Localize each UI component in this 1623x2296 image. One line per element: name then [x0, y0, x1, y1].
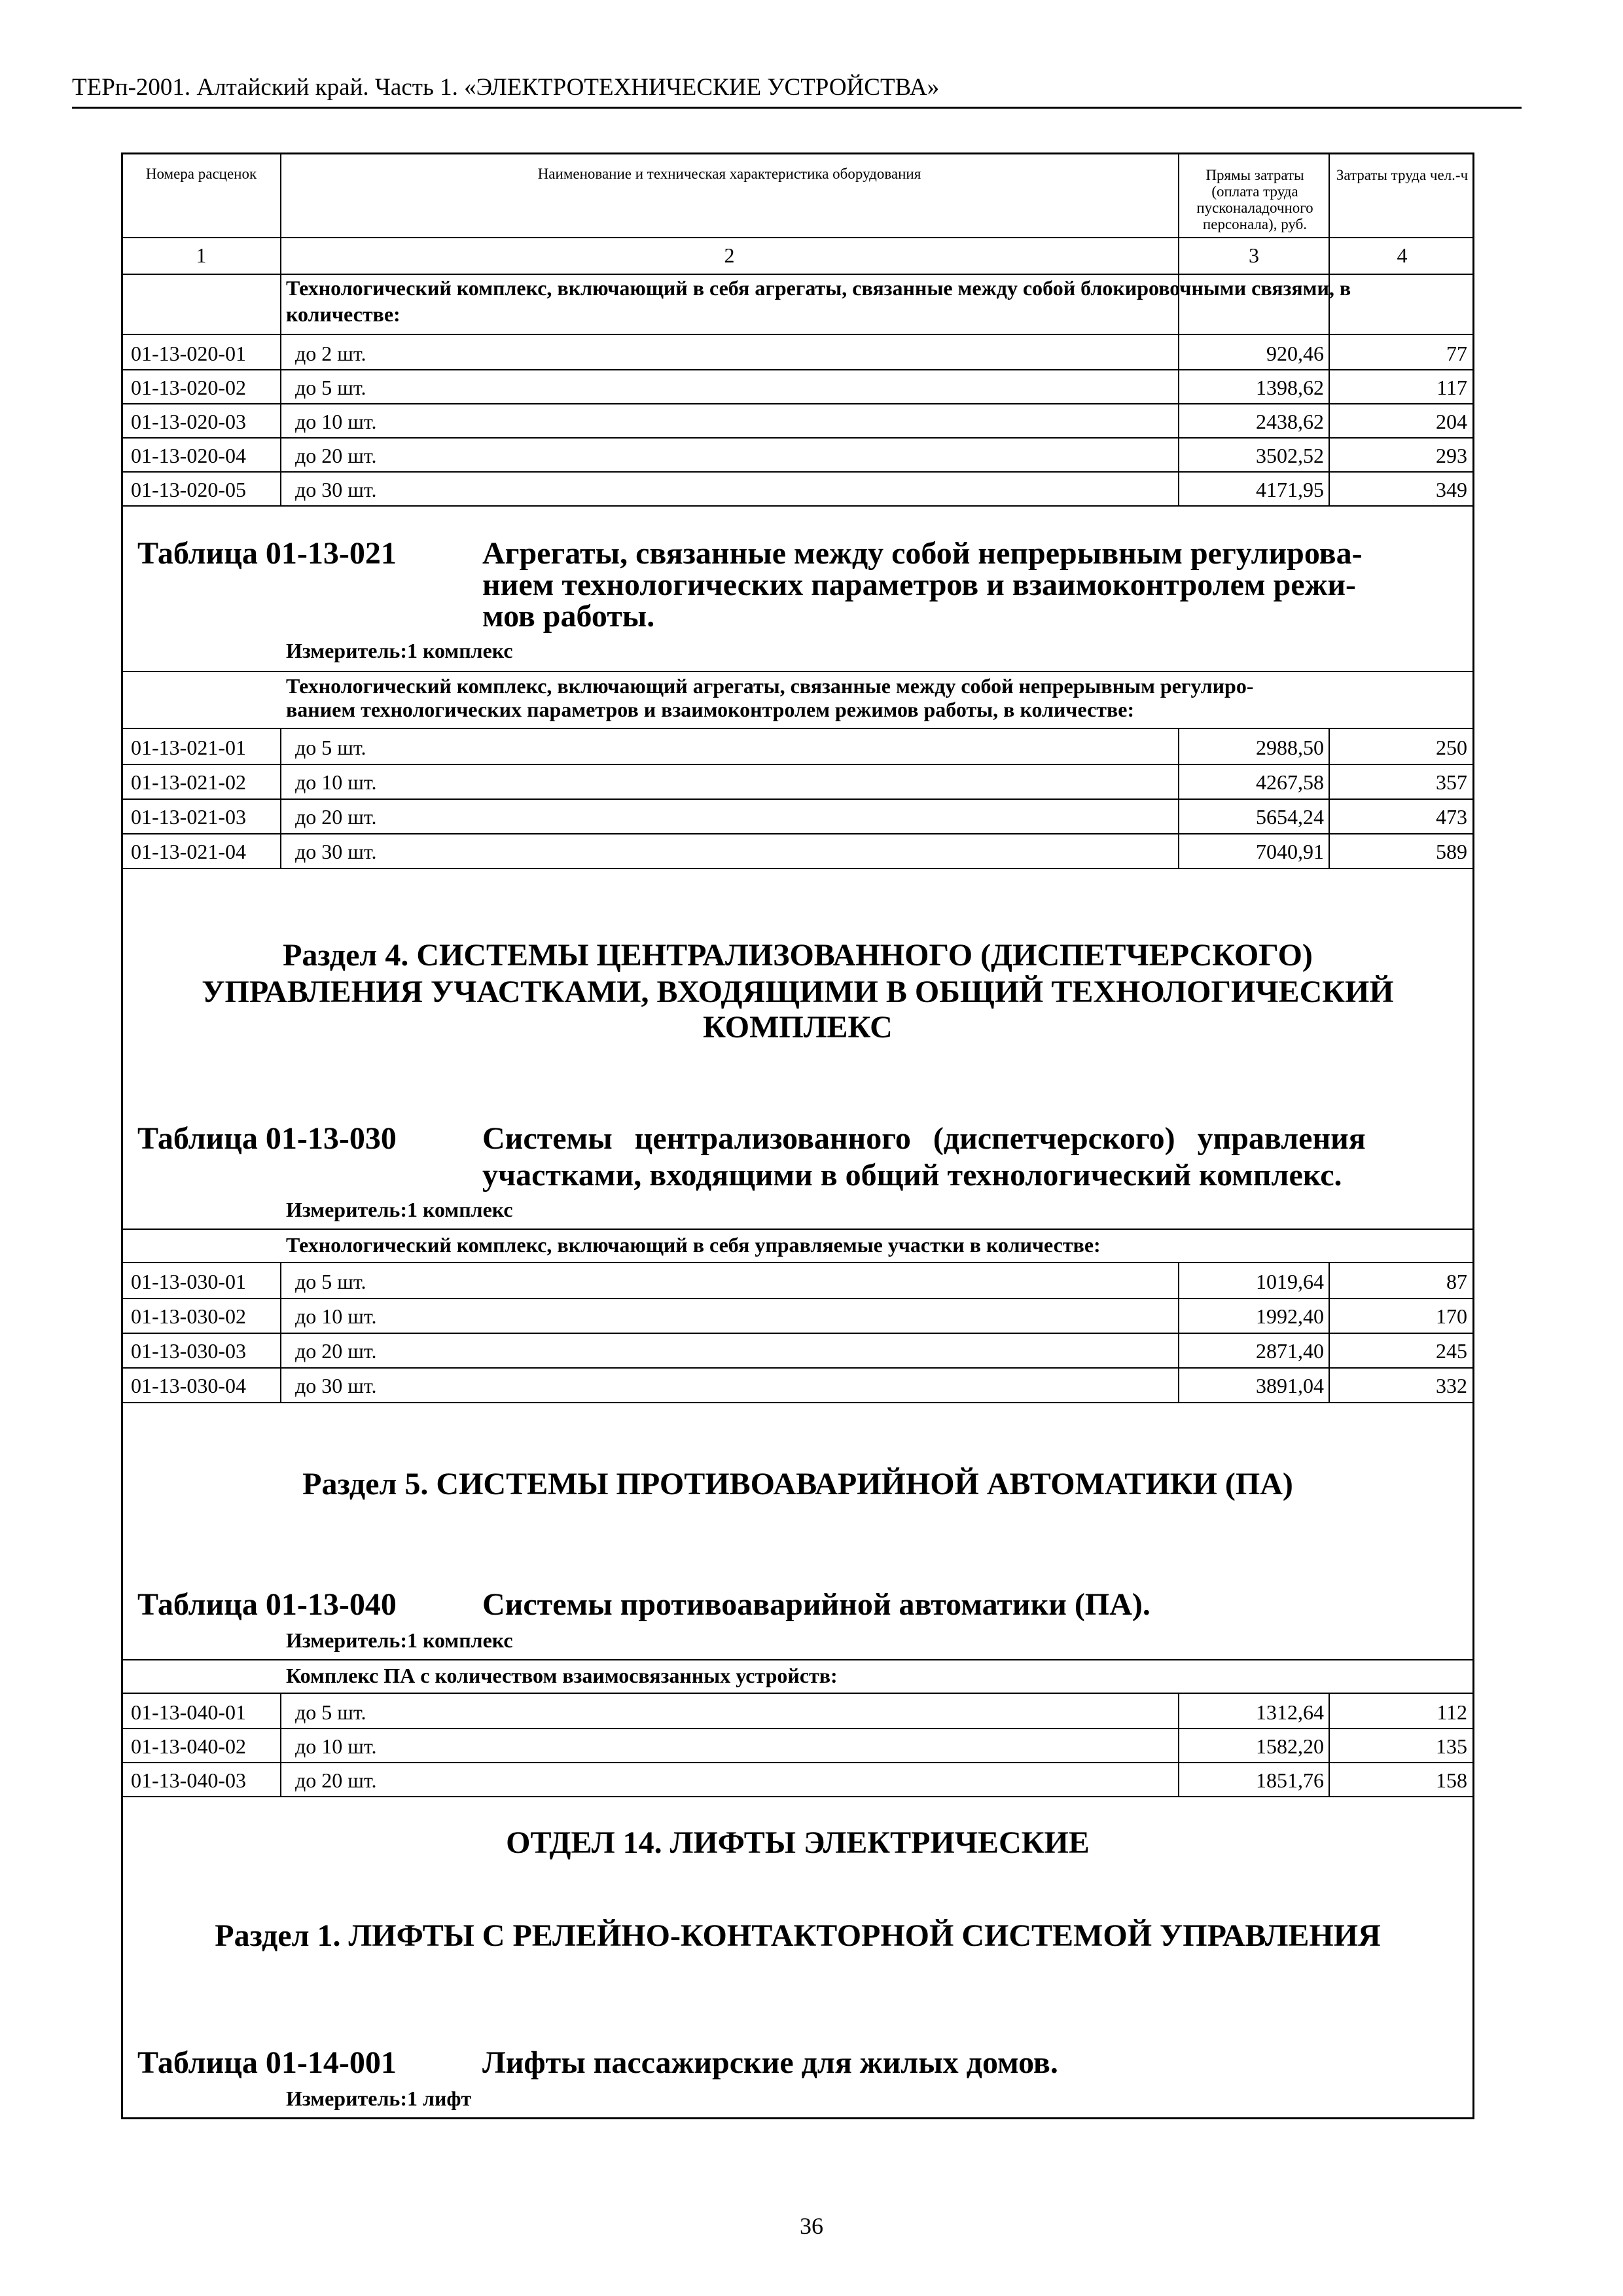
row-col-divider	[1178, 403, 1179, 437]
rate-code: 01-13-030-04	[131, 1374, 246, 1397]
rate-description: до 10 шт.	[295, 1304, 377, 1328]
rate-code: 01-13-030-03	[131, 1339, 246, 1363]
rate-direct-cost: 1312,64	[1256, 1700, 1324, 1724]
section-1-title: Раздел 1. ЛИФТЫ С РЕЛЕЙНО-КОНТАКТОРНОЙ СИСТЕМОЙ УПРАВЛЕНИЯ	[215, 1918, 1381, 1953]
table-021-title-line-1: Агрегаты, связанные между собой непрерывным регулирова-	[482, 536, 1363, 571]
rate-description: до 20 шт.	[295, 444, 377, 467]
row-col-divider	[280, 764, 281, 798]
rate-direct-cost: 5654,24	[1256, 805, 1324, 829]
table-14-001-title: Лифты пассажирские для жилых домов.	[482, 2045, 1058, 2080]
rate-direct-cost: 1992,40	[1256, 1304, 1324, 1328]
header-rule	[72, 107, 1522, 109]
row-col-divider	[280, 471, 281, 505]
rate-description: до 30 шт.	[295, 1374, 377, 1397]
row-col-divider	[280, 369, 281, 403]
rate-labor: 170	[1436, 1304, 1467, 1328]
row-col-divider	[280, 437, 281, 471]
table-021-title-line-2: нием технологических параметров и взаимоконтролем режи-	[482, 567, 1357, 602]
rate-code: 01-13-040-02	[131, 1734, 246, 1758]
table-040-label: Таблица 01-13-040	[137, 1587, 397, 1622]
rate-code: 01-13-021-03	[131, 805, 246, 829]
rate-code: 01-13-040-01	[131, 1700, 246, 1724]
col-number-3: 3	[1249, 243, 1259, 267]
table-040-measure: Измеритель:1 комплекс	[286, 1628, 513, 1652]
rate-description: до 20 шт.	[295, 1339, 377, 1363]
row-col-divider	[1178, 471, 1179, 505]
row-col-divider	[1329, 1263, 1330, 1298]
col-number-2: 2	[724, 243, 735, 267]
row-col-divider	[1329, 437, 1330, 471]
row-col-divider	[1178, 1762, 1179, 1796]
rate-direct-cost: 2871,40	[1256, 1339, 1324, 1363]
header-divider	[121, 237, 1474, 238]
rate-code: 01-13-020-01	[131, 342, 246, 365]
rate-labor: 473	[1436, 805, 1467, 829]
col-number-4: 4	[1397, 243, 1408, 267]
row-divider	[121, 1796, 1474, 1797]
rate-direct-cost: 1019,64	[1256, 1270, 1324, 1293]
table-030-label: Таблица 01-13-030	[137, 1121, 397, 1156]
page-number: 36	[800, 2213, 823, 2239]
table-021-measure: Измеритель:1 комплекс	[286, 639, 513, 662]
rate-description: до 10 шт.	[295, 770, 377, 794]
table-021-label: Таблица 01-13-021	[137, 536, 397, 571]
table-030-title-line-2: участками, входящими в общий технологический комплекс.	[482, 1158, 1342, 1193]
row-col-divider	[280, 1263, 281, 1298]
table-040-title: Системы противоаварийной автоматики (ПА).	[482, 1587, 1150, 1622]
row-col-divider	[1329, 798, 1330, 833]
row-divider	[121, 403, 1474, 404]
running-header: ТЕРп-2001. Алтайский край. Часть 1. «ЭЛЕКТРОТЕХНИЧЕСКИЕ УСТРОЙСТВА»	[72, 74, 940, 101]
rate-direct-cost: 920,46	[1266, 342, 1324, 365]
rate-code: 01-13-030-02	[131, 1304, 246, 1328]
table-030-title-line-1: Системы централизованного (диспетчерского) управления	[482, 1121, 1366, 1156]
rate-labor: 349	[1436, 478, 1467, 501]
rate-labor: 135	[1436, 1734, 1467, 1758]
row-col-divider	[280, 403, 281, 437]
table-040-caption: Комплекс ПА с количеством взаимосвязанных устройств:	[286, 1664, 838, 1687]
section-4-title-line-1: Раздел 4. СИСТЕМЫ ЦЕНТРАЛИЗОВАННОГО (ДИСПЕТЧЕРСКОГО)	[283, 938, 1313, 973]
rate-code: 01-13-020-03	[131, 410, 246, 433]
col-number-1: 1	[196, 243, 207, 267]
rate-description: до 30 шт.	[295, 840, 377, 863]
table-040-measure-divider	[121, 1659, 1474, 1660]
table-030-caption-divider	[121, 1262, 1474, 1263]
row-divider	[121, 1402, 1474, 1403]
rate-description: до 10 шт.	[295, 1734, 377, 1758]
row-divider	[121, 369, 1474, 370]
table-030-caption: Технологический комплекс, включающий в себя управляемые участки в количестве:	[286, 1233, 1101, 1257]
table-021-caption-divider	[121, 728, 1474, 729]
rate-labor: 117	[1436, 376, 1467, 399]
row-col-divider	[1178, 1728, 1179, 1762]
table-14-001-measure: Измеритель:1 лифт	[286, 2087, 472, 2110]
row-col-divider	[280, 1298, 281, 1333]
table-030-measure-divider	[121, 1229, 1474, 1230]
row-col-divider	[1329, 1367, 1330, 1402]
rate-labor: 158	[1436, 1768, 1467, 1792]
rate-description: до 5 шт.	[295, 736, 366, 759]
rate-code: 01-13-021-01	[131, 736, 246, 759]
row-col-divider	[1329, 1298, 1330, 1333]
row-col-divider	[1329, 335, 1330, 369]
rate-description: до 10 шт.	[295, 410, 377, 433]
rate-code: 01-13-040-03	[131, 1768, 246, 1792]
row-col-divider	[1329, 764, 1330, 798]
rate-description: до 5 шт.	[295, 1270, 366, 1293]
rate-labor: 250	[1436, 736, 1467, 759]
rate-code: 01-13-030-01	[131, 1270, 246, 1293]
rate-code: 01-13-021-04	[131, 840, 246, 863]
row-col-divider	[280, 729, 281, 764]
row-divider	[121, 437, 1474, 439]
row-col-divider	[1178, 369, 1179, 403]
rate-labor: 245	[1436, 1339, 1467, 1363]
row-divider	[121, 1298, 1474, 1299]
row-col-divider	[280, 1694, 281, 1728]
rate-code: 01-13-021-02	[131, 770, 246, 794]
row-col-divider	[1178, 1298, 1179, 1333]
row-divider	[121, 1762, 1474, 1763]
col-header-description: Наименование и техническая характеристика оборудования	[537, 166, 921, 182]
section-5-title: Раздел 5. СИСТЕМЫ ПРОТИВОАВАРИЙНОЙ АВТОМАТИКИ (ПА)	[302, 1467, 1293, 1501]
group-020-caption-divider	[121, 334, 1474, 335]
row-col-divider	[280, 1728, 281, 1762]
rate-code: 01-13-020-02	[131, 376, 246, 399]
rate-direct-cost: 1398,62	[1256, 376, 1324, 399]
row-col-divider	[1329, 833, 1330, 868]
rate-code: 01-13-020-04	[131, 444, 246, 467]
rate-labor: 293	[1436, 444, 1467, 467]
row-col-divider	[1178, 729, 1179, 764]
row-col-divider	[280, 1333, 281, 1367]
rate-description: до 5 шт.	[295, 376, 366, 399]
section-4-title-line-3: КОМПЛЕКС	[703, 1010, 893, 1045]
row-col-divider	[1178, 1367, 1179, 1402]
col-divider-1	[280, 152, 281, 352]
row-col-divider	[1329, 1694, 1330, 1728]
row-col-divider	[1329, 729, 1330, 764]
row-divider	[121, 1728, 1474, 1729]
row-col-divider	[1178, 798, 1179, 833]
row-col-divider	[280, 335, 281, 369]
col-header-labor: Затраты труда чел.-ч	[1336, 167, 1469, 183]
rate-direct-cost: 2438,62	[1256, 410, 1324, 433]
rate-labor: 87	[1446, 1270, 1467, 1293]
rate-direct-cost: 1582,20	[1256, 1734, 1324, 1758]
rate-code: 01-13-020-05	[131, 478, 246, 501]
rate-labor: 357	[1436, 770, 1467, 794]
row-col-divider	[1329, 403, 1330, 437]
rate-description: до 30 шт.	[295, 478, 377, 501]
department-14-title: ОТДЕЛ 14. ЛИФТЫ ЭЛЕКТРИЧЕСКИЕ	[506, 1825, 1090, 1860]
rate-direct-cost: 4267,58	[1256, 770, 1324, 794]
section-4-title-line-2: УПРАВЛЕНИЯ УЧАСТКАМИ, ВХОДЯЩИМИ В ОБЩИЙ ТЕХНОЛОГИЧЕСКИЙ	[202, 975, 1394, 1009]
row-divider	[121, 798, 1474, 800]
row-col-divider	[280, 1762, 281, 1796]
rate-direct-cost: 1851,76	[1256, 1768, 1324, 1792]
row-divider	[121, 868, 1474, 869]
table-021-title-line-3: мов работы.	[482, 599, 655, 634]
row-divider	[121, 1367, 1474, 1369]
rate-direct-cost: 2988,50	[1256, 736, 1324, 759]
table-040-caption-divider	[121, 1693, 1474, 1694]
row-divider	[121, 1333, 1474, 1334]
rate-direct-cost: 3502,52	[1256, 444, 1324, 467]
rate-description: до 20 шт.	[295, 1768, 377, 1792]
table-021-caption-line-2: ванием технологических параметров и взаимоконтролем режимов работы, в количестве:	[286, 698, 1135, 721]
row-col-divider	[1329, 369, 1330, 403]
row-col-divider	[280, 798, 281, 833]
row-col-divider	[280, 833, 281, 868]
rate-direct-cost: 4171,95	[1256, 478, 1324, 501]
rate-labor: 204	[1436, 410, 1467, 433]
rate-direct-cost: 7040,91	[1256, 840, 1324, 863]
row-divider	[121, 764, 1474, 765]
group-020-caption: Технологический комплекс, включающий в себя агрегаты, связанные между собой блокировочными связями, в количестве:	[286, 276, 1351, 326]
row-col-divider	[1178, 764, 1179, 798]
rate-direct-cost: 3891,04	[1256, 1374, 1324, 1397]
rate-description: до 2 шт.	[295, 342, 366, 365]
table-030-measure: Измеритель:1 комплекс	[286, 1198, 513, 1221]
rate-labor: 589	[1436, 840, 1467, 863]
row-col-divider	[1178, 1333, 1179, 1367]
row-divider	[121, 471, 1474, 473]
rate-labor: 77	[1446, 342, 1467, 365]
row-col-divider	[1178, 1694, 1179, 1728]
rate-description: до 5 шт.	[295, 1700, 366, 1724]
table-021-measure-divider	[121, 671, 1474, 672]
col-header-codes: Номера расценок	[145, 166, 257, 182]
row-col-divider	[1178, 335, 1179, 369]
row-col-divider	[280, 1367, 281, 1402]
table-14-001-label: Таблица 01-14-001	[137, 2045, 397, 2080]
row-col-divider	[1178, 1263, 1179, 1298]
row-col-divider	[1178, 833, 1179, 868]
row-col-divider	[1329, 1762, 1330, 1796]
row-col-divider	[1329, 1333, 1330, 1367]
rate-description: до 20 шт.	[295, 805, 377, 829]
col-header-direct-cost: Прямы затраты (оплата труда пусконаладочного персонала), руб.	[1196, 167, 1313, 232]
row-col-divider	[1329, 1728, 1330, 1762]
row-divider	[121, 833, 1474, 834]
rate-labor: 332	[1436, 1374, 1467, 1397]
row-col-divider	[1329, 471, 1330, 505]
rate-labor: 112	[1436, 1700, 1467, 1724]
row-divider	[121, 505, 1474, 507]
row-col-divider	[1178, 437, 1179, 471]
table-021-caption-line-1: Технологический комплекс, включающий агрегаты, связанные между собой непрерывным регулиро-	[286, 674, 1254, 698]
